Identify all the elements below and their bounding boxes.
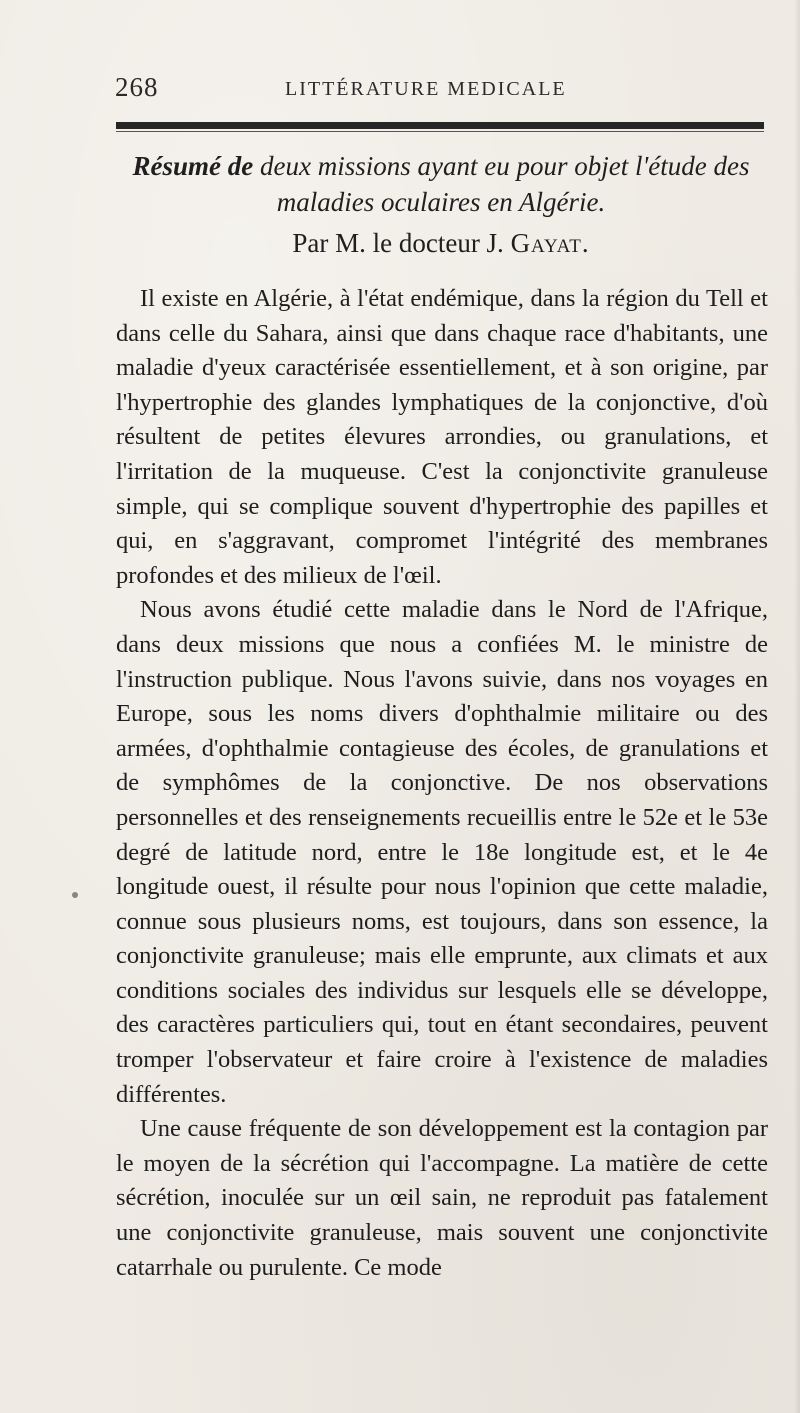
article-title-lead: Résumé de [132,151,254,181]
header-rule-thin [116,131,764,132]
header-rule [116,122,764,129]
article-author [116,226,766,260]
author-name: Gayat. [510,228,590,258]
page-number: 268 [115,72,159,102]
margin-dot [72,892,78,898]
paragraph-3: Une cause fréquente de son développement est la contagion par le moyen de la sécrétion qui l'accompagne. La matière de cette sécrétion, inoculée sur un œil sain, ne reproduit pas fatalement une conjonctivite granuleuse, mais souvent une conjonctivite catarrhale ou purulente. Ce mode [116,1115,768,1281]
paragraph-1: Il existe en Algérie, à l'état endémique, dans la région du Tell et dans celle du Sahara, ainsi que dans chaque race d'habitants, une maladie d'yeux caractérisée essentiellement, et à son origine, par l'hypertrophie des glandes lymphatiques de la conjonctive, d'où résultent de petites élevures arrondies, ou granulations, et l'irritation de la muqueuse. C'est la conjonctivite granuleuse simple, qui se complique souvent d'hypertrophie des papilles et qui, en s'aggravant, compromet l'intégrité des membranes profondes et des milieux de l'œil. [116,285,768,589]
page-edge-shadow [794,0,800,1413]
author-prefix: Par M. le docteur J. [292,228,504,258]
paragraph-2: Nous avons étudié cette maladie dans le Nord de l'Afrique, dans deux missions que nous a confiées M. le ministre de l'instruction publique. Nous l'avons suivie, dans nos voyages en Europe, sous les noms divers d'ophthalmie militaire ou des armées, d'ophthalmie contagieuse des écoles, de granulations et de symphômes de la conjonctive. De nos observations personnelles et des renseignements recueillis entre le 52e et le 53e degré de latitude nord, entre le 18e longitude est, et le 4e longitude ouest, il résulte pour nous l'opinion que cette maladie, connue sous plusieurs noms, est toujours, dans son essence, la conjonctivite granuleuse; mais elle emprunte, aux climats et aux conditions sociales des individus sur lesquels elle se développe, des caractères particuliers qui, tout en étant secondaires, peuvent tromper l'observateur et faire croire à l'existence de maladies différentes. [116,596,768,1108]
page-header [115,72,765,112]
article-title-rest: deux missions ayant eu pour objet l'étude des maladies oculaires en Algérie. [260,151,750,217]
article-body [116,282,768,1285]
running-head: LITTÉRATURE MEDICALE [285,78,567,100]
article-title [116,148,766,220]
